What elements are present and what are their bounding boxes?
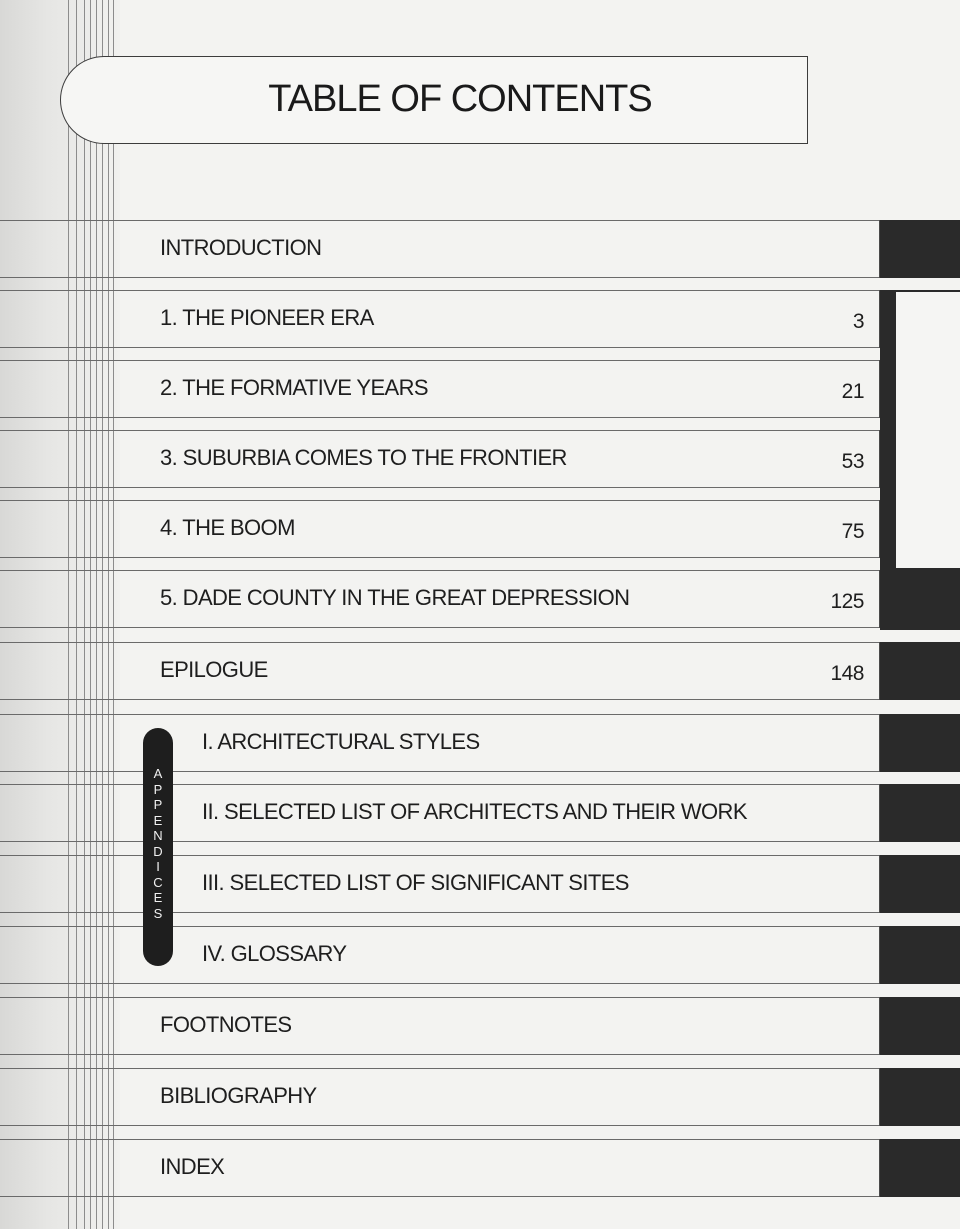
margin-rule (76, 0, 77, 1229)
page-title: TABLE OF CONTENTS (268, 78, 652, 120)
appendices-letter: D (153, 843, 163, 859)
row-border (879, 290, 880, 348)
edge-tab (880, 220, 960, 278)
toc-entry-introduction[interactable] (112, 220, 880, 278)
entry-label: 5. DADE COUNTY IN THE GREAT DEPRESSION (160, 585, 630, 610)
entry-label: INTRODUCTION (160, 235, 322, 260)
appendices-letter: I (156, 859, 160, 874)
margin-rule (90, 0, 91, 1229)
entry-page: 148 (830, 662, 864, 685)
toc-entry-chapter-1[interactable] (112, 290, 880, 348)
entry-page: 75 (841, 520, 864, 543)
toc-entry-appendix-1[interactable] (112, 714, 880, 772)
edge-tab (880, 642, 960, 700)
entry-label: EPILOGUE (160, 657, 268, 682)
margin-rule (108, 0, 109, 1229)
entry-label: III. SELECTED LIST OF SIGNIFICANT SITES (202, 870, 629, 895)
toc-entry-appendix-2[interactable] (112, 781, 880, 842)
appendices-letters (143, 766, 173, 921)
edge-tab (880, 714, 960, 772)
appendices-letter: E (153, 812, 163, 828)
entry-label: FOOTNOTES (160, 1012, 292, 1037)
toc-entry-epilogue[interactable] (112, 642, 880, 700)
toc-entry-chapter-4[interactable] (112, 500, 880, 558)
chapter-notch (896, 292, 960, 568)
entry-label: 4. THE BOOM (160, 515, 295, 540)
row-border (879, 220, 880, 278)
appendices-letter: P (153, 781, 163, 797)
edge-tab (880, 1139, 960, 1197)
appendices-letter: E (153, 890, 163, 905)
toc-entry-bibliography[interactable] (112, 1068, 880, 1126)
row-border (879, 500, 880, 558)
edge-tab (880, 784, 960, 842)
appendices-letter: A (153, 766, 163, 781)
toc-entry-appendix-3[interactable] (112, 855, 880, 913)
row-border (879, 855, 880, 913)
entry-label: II. SELECTED LIST OF ARCHITECTS AND THEIR WORK (202, 799, 747, 824)
toc-entry-chapter-3[interactable] (112, 430, 880, 488)
entry-page: 21 (841, 380, 864, 403)
appendices-letter: C (153, 874, 163, 890)
margin-rule (102, 0, 103, 1229)
toc-entry-footnotes[interactable] (112, 997, 880, 1055)
row-border (879, 1068, 880, 1126)
entry-page: 125 (830, 590, 864, 613)
toc-entry-chapter-2[interactable] (112, 360, 880, 418)
margin-rule (96, 0, 97, 1229)
edge-tab (880, 1068, 960, 1126)
entry-label: BIBLIOGRAPHY (160, 1083, 317, 1108)
edge-tab (880, 855, 960, 913)
entry-label: 2. THE FORMATIVE YEARS (160, 375, 428, 400)
toc-entry-chapter-5[interactable] (112, 570, 880, 628)
toc-entry-index[interactable] (112, 1139, 880, 1197)
toc-entry-appendix-4[interactable] (112, 926, 880, 984)
appendices-letter: P (153, 797, 163, 812)
entry-label: 1. THE PIONEER ERA (160, 305, 374, 330)
row-border (879, 570, 880, 628)
row-border (879, 1139, 880, 1197)
edge-tab (880, 926, 960, 984)
appendices-letter: N (153, 828, 163, 843)
appendices-letter: S (153, 905, 163, 921)
margin-rule (84, 0, 85, 1229)
row-border (879, 784, 880, 842)
entry-label: IV. GLOSSARY (202, 941, 347, 966)
edge-tab (880, 997, 960, 1055)
entry-page: 3 (852, 310, 864, 333)
row-border (879, 642, 880, 700)
row-border (879, 926, 880, 984)
entry-page: 53 (841, 450, 864, 473)
row-border (879, 997, 880, 1055)
appendices-side-label (143, 728, 173, 966)
entry-label: INDEX (160, 1154, 225, 1179)
row-border (879, 360, 880, 418)
entry-label: I. ARCHITECTURAL STYLES (202, 729, 480, 754)
margin-rule (68, 0, 69, 1229)
row-border (879, 714, 880, 772)
entry-label: 3. SUBURBIA COMES TO THE FRONTIER (160, 445, 567, 470)
row-border (879, 430, 880, 488)
